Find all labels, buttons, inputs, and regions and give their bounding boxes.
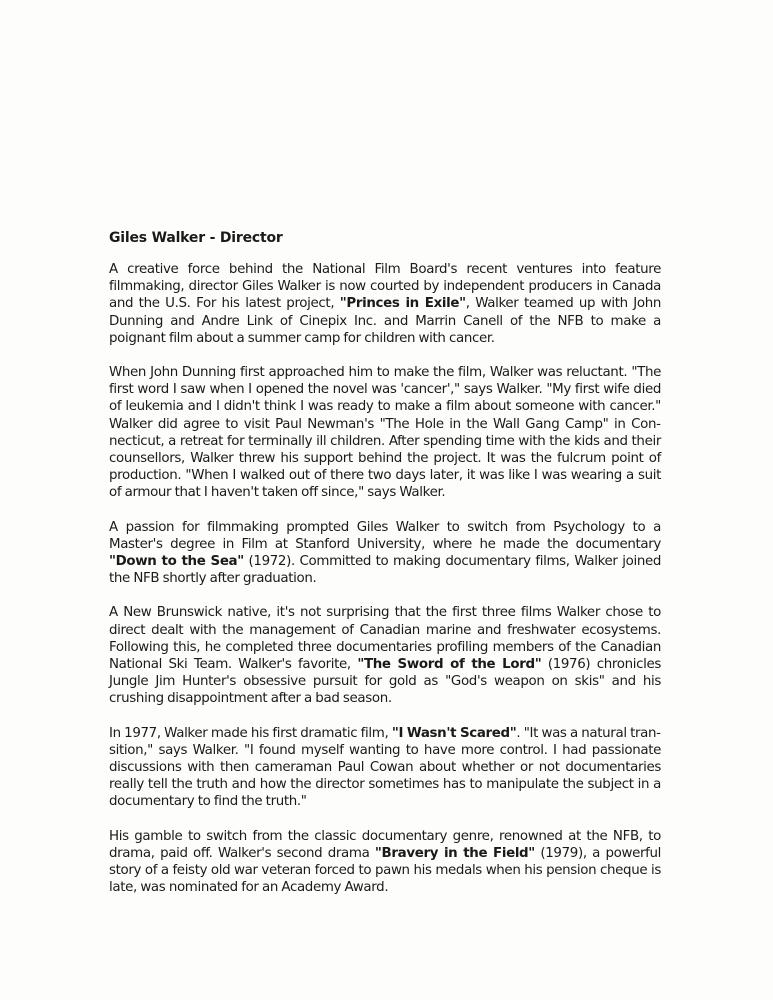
text-segment: (1972). Committed to making documentary films, Walker joined the NFB shortly after graduation. (109, 554, 662, 587)
text-segment: A passion for filmmaking prompted Giles Walker to switch from Psychology to a Master's degree in Film at Stanford University, where he made the documentary (109, 519, 661, 552)
text-segment: . "It was a natural transition," says Walker. "I found myself wanting to have more control. I had passionate discussions with then cameraman Paul Cowan about whether or not documentaries really tell the truth and how the director sometimes has to manipulate the subject in a documentary to find the truth." (109, 725, 662, 810)
text-segment: (1976) chronicles Jungle Jim Hunter's obsessive pursuit for gold as "God's weapon on skis" and his crushing disappointment after a bad season. (109, 657, 662, 707)
text-segment: When John Dunning first approached him to make the film, Walker was reluctant. "The first word I saw when I opened the novel was 'cancer'," says Walker. "My first wife died of leukemia and I didn't think I was ready to make a film about someone with cancer." Walker did agree to visit Paul Newman's "The Hole in the Wall Gang Camp" in Connecticut, a retreat for terminally ill children. After spending time with the kids and their counsellors, Walker threw his support behind the project. It was the fulcrum point of production. "When I walked out of there two days later, it was like I was wearing a suit of armour that I haven't taken off since," says Walker. (109, 365, 661, 501)
text-segment: His gamble to switch from the classic documentary genre, renowned at the NFB, to drama, paid off. Walker's second drama (109, 828, 661, 861)
paragraph-dunning-approach (109, 364, 661, 502)
film-title-bravery-in-the-field: "Bravery in the Field" (374, 845, 535, 861)
text-segment: , Walker teamed up with John Dunning and Andre Link of Cinepix Inc. and Marrin Canell of the NFB to make a poignant film about a summer camp for children with cancer. (109, 296, 661, 346)
paragraph-academy-nomination (109, 828, 661, 897)
paragraph-first-drama (109, 725, 661, 811)
film-title-i-wasnt-scared: "I Wasn't Scared" (391, 725, 517, 741)
text-segment: In 1977, Walker made his first dramatic film, (109, 725, 392, 741)
film-title-sword-of-the-lord: "The Sword of the Lord" (357, 657, 542, 673)
text-segment: (1979), a powerful story of a feisty old war veteran forced to pawn his medals when his pension cheque is late, was nominated for an Academy Award. (109, 845, 661, 896)
text-segment: A creative force behind the National Film Board's recent ventures into feature filmmaking, director Giles Walker is now courted by independent producers in Canada and the U.S. For his latest project, (109, 262, 661, 312)
film-title-princes-in-exile: "Princes in Exile" (339, 296, 466, 312)
document-heading: Giles Walker - Director (109, 230, 283, 246)
film-title-down-to-the-sea: "Down to the Sea" (109, 554, 244, 570)
paragraph-intro (109, 261, 661, 347)
document-page (109, 229, 661, 914)
paragraph-early-films (109, 604, 661, 707)
paragraph-education (109, 519, 661, 588)
text-segment: A New Brunswick native, it's not surprising that the first three films Walker chose to direct dealt with the management of Canadian marine and freshwater ecosystems. Following this, he completed three documentaries profiling members of the Canadian National Ski Team. Walker's favorite, (109, 605, 661, 673)
